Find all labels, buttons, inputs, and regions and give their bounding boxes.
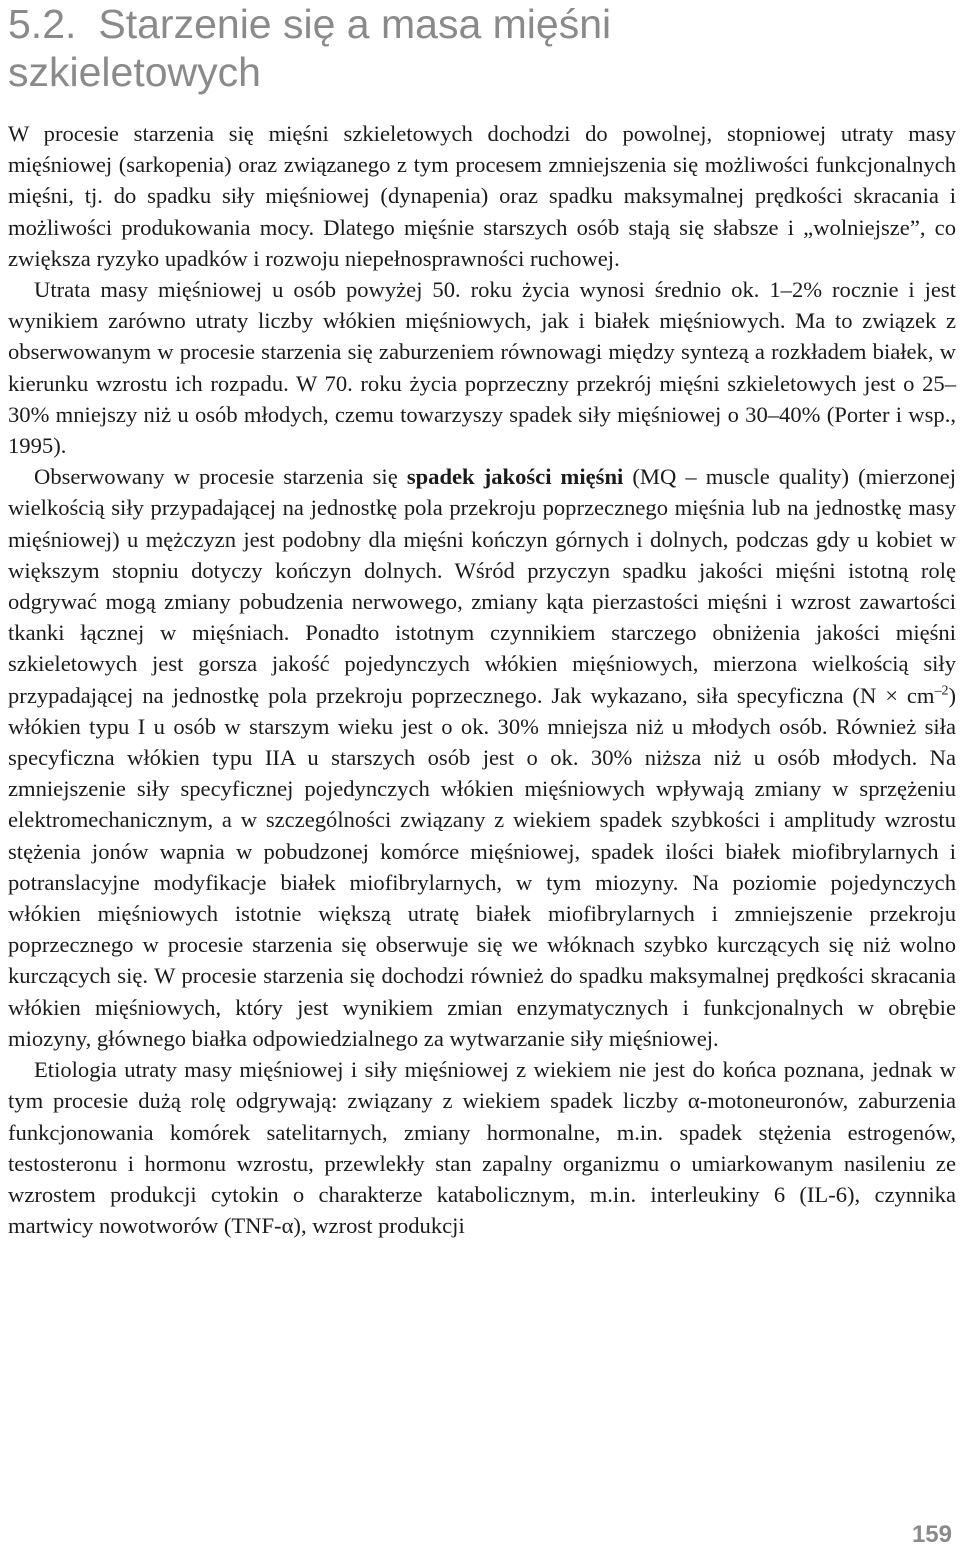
paragraph-3 [8,461,956,1054]
paragraph-4: Etiologia utraty masy mięśniowej i siły mięśniowej z wiekiem nie jest do końca poznana, jednak w tym procesie dużą rolę odgrywają: związany z wiekiem spadek liczby α-motoneuronów, zaburzenia funkcjonowania komórek satelitarnych, zmiany hormonalne, m.in. spadek stężenia estrogenów, testosteronu i hormonu wzrostu, przewlekły stan zapalny organizmu o umiarkowanym nasileniu ze wzrostem produkcji cytokin o charakterze katabolicznym, m.in. interleukiny 6 (IL-6), czynnika martwicy nowotworów (TNF-α), wzrost produkcji [8,1057,956,1239]
section-number: 5.2. [8,1,77,47]
paragraph-3-mid: (MQ – muscle quality) (mierzonej wielkością siły przypadającej na jednostkę pola przekroju poprzecznego mięśnia lub na jednostkę masy mięśniowej) u mężczyzn jest podobny dla mięśni kończyn górnych i dolnych, podczas gdy u kobiet w większym stopniu dotyczy kończyn dolnych. Wśród przyczyn spadku jakości mięśni istotną rolę odgrywać mogą zmiany pobudzenia nerwowego, zmiany kąta pierzastości mięśni i wzrost zawartości tkanki łącznej w mięśniach. Ponadto istotnym czynnikiem starczego obniżenia jakości mięśni szkieletowych jest gorsza jakość pojedynczych włókien mięśniowych, mierzona wielkością siły przypadającej na jednostkę pola przekroju poprzecznego. Jak wykazano, siła specyficzna (N × cm [8,464,956,708]
paragraph-3-start: Obserwowany w procesie starzenia się [34,464,407,490]
body-text [8,118,956,1241]
page-number: 159 [911,1521,952,1548]
section-title-line2: szkieletowych [8,49,261,95]
bold-term: spadek jakości mięśni [406,464,624,490]
paragraph-2: Utrata masy mięśniowej u osób powyżej 50. roku życia wynosi średnio ok. 1–2% rocznie i jest wynikiem zarówno utraty liczby włókien mięśniowych, jak i białek mięśniowych. Ma to związek z obserwowanym w procesie starzenia się zaburzeniem równowagi między syntezą a rozkładem białek, w kierunku wzrostu ich rozpadu. W 70. roku życia poprzeczny przekrój mięśni szkieletowych jest o 25–30% mniejszy niż u osób młodych, czemu towarzyszy spadek siły mięśniowej o 30–40% (Porter i wsp., 1995). [8,277,956,459]
section-heading [8,0,948,96]
superscript-exponent: –2 [934,683,949,699]
paragraph-3-end: ) włókien typu I u osób w starszym wieku jest o ok. 30% mniejsza niż u młodych osób. Również siła specyficzna włókien typu IIA u starszych osób jest o ok. 30% niższa niż u osób młodych. Na zmniejszenie siły specyficznej pojedynczych włókien mięśniowych wpływają zmiany w sprzężeniu elektromechanicznym, a w szczególności związany z wiekiem spadek szybkości i amplitudy wzrostu stężenia jonów wapnia w pobudzonej komórce mięśniowej, spadek ilości białek miofibrylarnych i potranslacyjne modyfikacje białek miofibrylarnych, w tym miozyny. Na poziomie pojedynczych włókien mięśniowych istotnie większą utratę białek miofibrylarnych i zmniejszenie przekroju poprzecznego w procesie starzenia się obserwuje się we włóknach szybko kurczących się niż wolno kurczących się. W procesie starzenia się dochodzi również do spadku maksymalnej prędkości skracania włókien mięśniowych, który jest wynikiem zmian enzymatycznych i funkcjonalnych w obrębie miozyny, głównego białka odpowiedzialnego za wytwarzanie siły mięśniowej. [8,682,956,1051]
section-title-line1: Starzenie się a masa mięśni [98,1,612,47]
paragraph-1: W procesie starzenia się mięśni szkieletowych dochodzi do powolnej, stopniowej utraty masy mięśniowej (sarkopenia) oraz związanego z tym procesem zmniejszenia się możliwości funkcjonalnych mięśni, tj. do spadku siły mięśniowej (dynapenia) oraz spadku maksymalnej prędkości skracania i możliwości produkowania mocy. Dlatego mięśnie starszych osób stają się słabsze i „wolniejsze”, co zwiększa ryzyko upadków i rozwoju niepełnosprawności ruchowej. [8,121,956,271]
